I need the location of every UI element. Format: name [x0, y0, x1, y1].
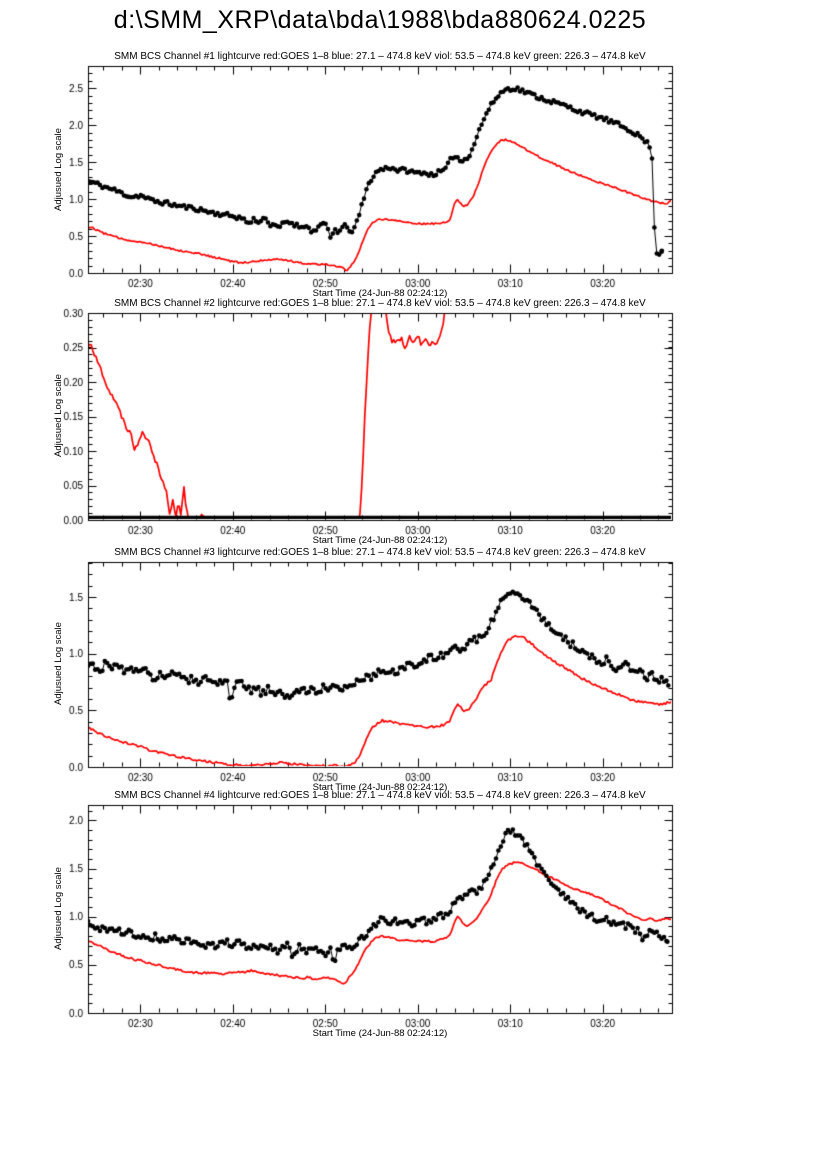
panel-4-title: SMM BCS Channel #4 lightcurve red:GOES 1–8 blue: 27.1 – 474.8 keV viol: 53.5 – 474.8 keV green: 226.3 – 474.8 keV — [114, 790, 646, 801]
panel-2-title: SMM BCS Channel #2 lightcurve red:GOES 1–8 blue: 27.1 – 474.8 keV viol: 53.5 – 474.8 keV green: 226.3 – 474.8 keV — [114, 298, 646, 309]
panel-1-ylabel: Adjusued Log scale — [53, 128, 64, 212]
panel-2-xlabel: Start Time (24-Jun-88 02:24:12) — [312, 535, 448, 546]
panel-4-ylabel: Adjusued Log scale — [53, 867, 64, 951]
panel-3-title: SMM BCS Channel #3 lightcurve red:GOES 1–8 blue: 27.1 – 474.8 keV viol: 53.5 – 474.8 keV green: 226.3 – 474.8 keV — [114, 547, 646, 558]
panel-1-title: SMM BCS Channel #1 lightcurve red:GOES 1–8 blue: 27.1 – 474.8 keV viol: 53.5 – 474.8 keV green: 226.3 – 474.8 keV — [114, 51, 646, 62]
panel-3-ylabel: Adjusued Log scale — [53, 622, 64, 706]
page-title: d:\SMM_XRP\data\bda\1988\bda880624.0225 — [113, 6, 647, 34]
panel-2-ylabel: Adjusued Log scale — [53, 374, 64, 458]
panel-3-xlabel: Start Time (24-Jun-88 02:24:12) — [312, 782, 448, 793]
panel-4-xlabel: Start Time (24-Jun-88 02:24:12) — [312, 1028, 448, 1039]
panel-1-xlabel: Start Time (24-Jun-88 02:24:12) — [312, 288, 448, 299]
